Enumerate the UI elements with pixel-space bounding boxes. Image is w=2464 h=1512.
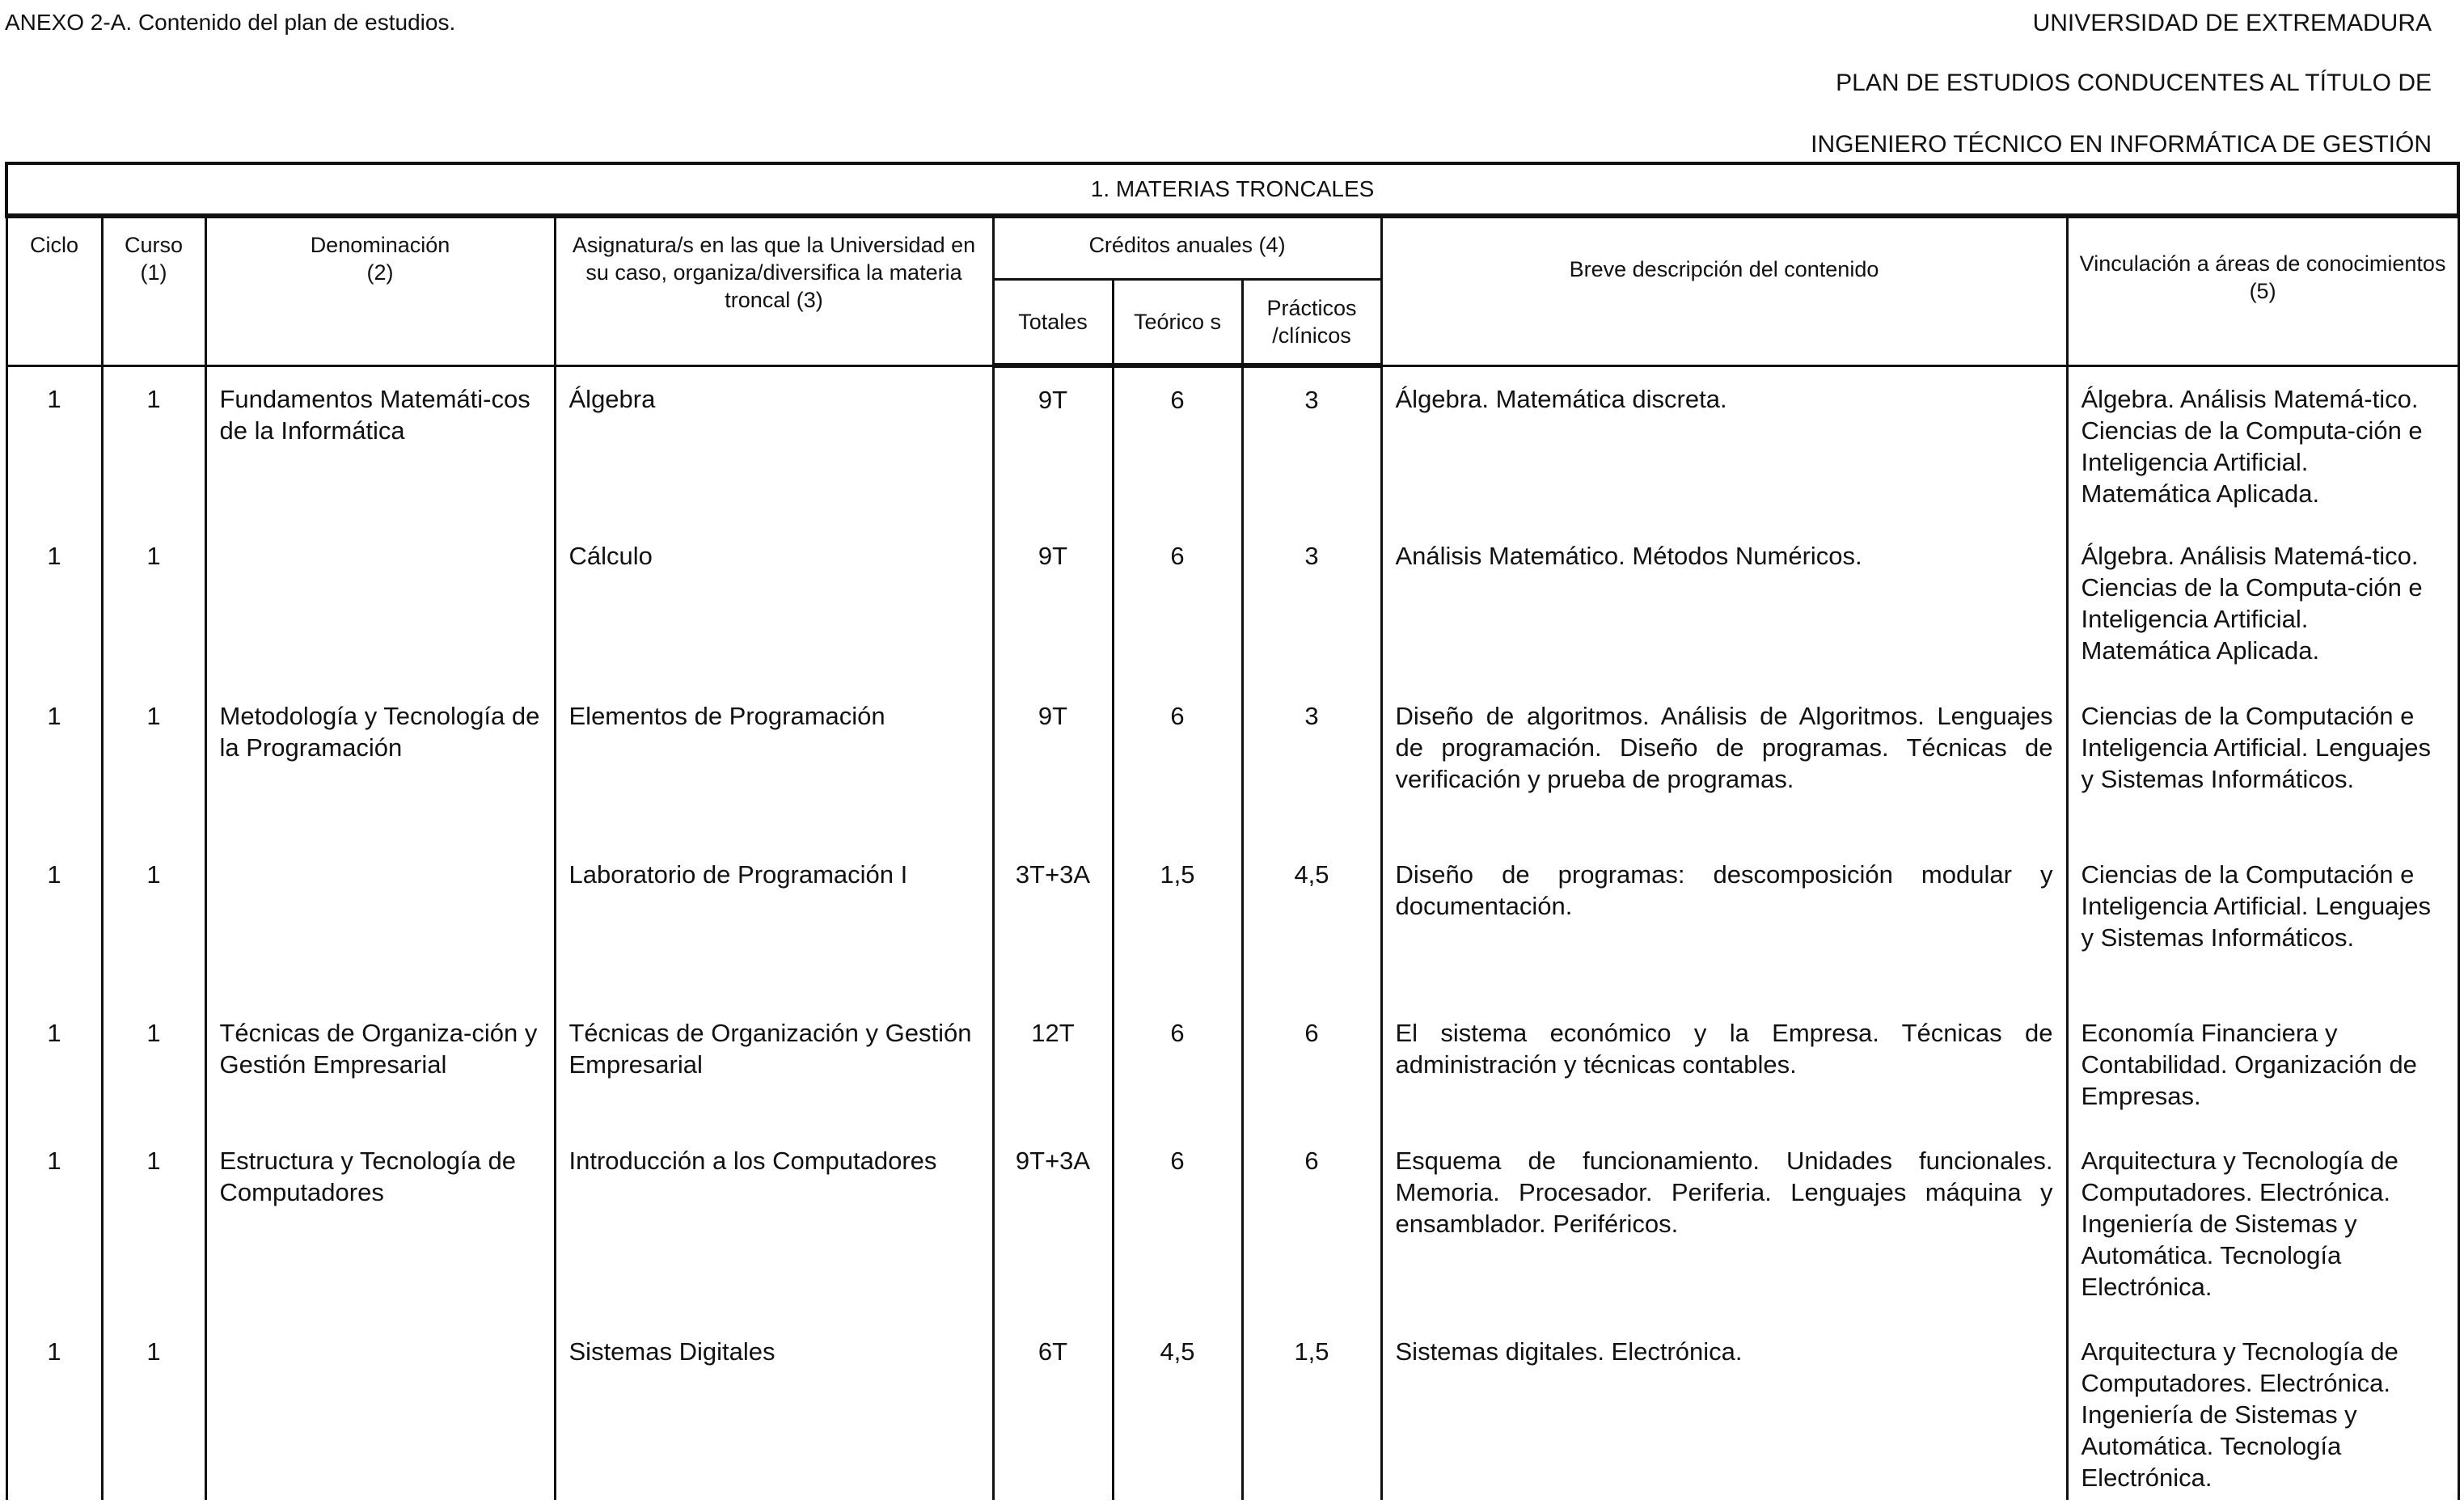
cell-vinculacion: Arquitectura y Tecnología de Computadores. Electrónica. Ingeniería de Sistemas y Automática. Tecnología Electrónica. <box>2067 1129 2458 1320</box>
cell-descripcion: El sistema económico y la Empresa. Técnicas de administración y técnicas contables. <box>1381 1001 2067 1129</box>
cell-totales: 3T+3A <box>993 843 1113 1001</box>
col-descripcion: Breve descripción del contenido <box>1381 216 2067 365</box>
university-name: UNIVERSIDAD DE EXTREMADURA <box>2032 10 2432 36</box>
table-row <box>6 1320 2458 1500</box>
col-curso-note: (1) <box>140 260 167 285</box>
cell-practicos: 4,5 <box>1242 843 1381 1001</box>
col-denominacion-note: (2) <box>366 260 394 285</box>
plan-title-line2: INGENIERO TÉCNICO EN INFORMÁTICA DE GESTIÓN <box>1811 131 2432 158</box>
cell-totales: 9T+3A <box>993 1129 1113 1320</box>
cell-descripcion: Diseño de programas: descomposición modular y documentación. <box>1381 843 2067 1001</box>
cell-vinculacion: Arquitectura y Tecnología de Computadores. Electrónica. Ingeniería de Sistemas y Automática. Tecnología Electrónica. <box>2067 1320 2458 1500</box>
cell-descripcion: Álgebra. Matemática discreta. <box>1381 365 2067 524</box>
cell-denominacion <box>205 843 555 1001</box>
cell-descripcion: Diseño de algoritmos. Análisis de Algoritmos. Lenguajes de programación. Diseño de programas. Técnicas de verificación y prueba de programas. <box>1381 684 2067 843</box>
cell-asignatura: Álgebra <box>555 365 993 524</box>
cell-denominacion <box>205 1320 555 1500</box>
cell-curso: 1 <box>102 524 205 684</box>
cell-practicos: 3 <box>1242 684 1381 843</box>
cell-teoricos: 6 <box>1113 1001 1242 1129</box>
table-row <box>6 684 2458 843</box>
cell-ciclo: 1 <box>6 524 102 684</box>
cell-ciclo: 1 <box>6 1129 102 1320</box>
cell-ciclo: 1 <box>6 1320 102 1500</box>
troncales-table <box>5 162 2460 1500</box>
col-curso-label: Curso <box>124 233 184 257</box>
cell-asignatura: Cálculo <box>555 524 993 684</box>
cell-ciclo: 1 <box>6 843 102 1001</box>
col-practicos: Prácticos /clínicos <box>1242 280 1381 366</box>
cell-vinculacion: Economía Financiera y Contabilidad. Organización de Empresas. <box>2067 1001 2458 1129</box>
col-denominacion-label: Denominación <box>310 233 450 257</box>
cell-curso: 1 <box>102 684 205 843</box>
cell-denominacion: Fundamentos Matemáti-cos de la Informática <box>205 365 555 524</box>
col-ciclo: Ciclo <box>6 216 102 365</box>
col-totales: Totales <box>993 280 1113 366</box>
cell-practicos: 3 <box>1242 365 1381 524</box>
cell-curso: 1 <box>102 365 205 524</box>
cell-teoricos: 1,5 <box>1113 843 1242 1001</box>
cell-denominacion: Técnicas de Organiza-ción y Gestión Empresarial <box>205 1001 555 1129</box>
cell-ciclo: 1 <box>6 365 102 524</box>
cell-vinculacion: Álgebra. Análisis Matemá-tico. Ciencias de la Computa-ción e Inteligencia Artificial. Matemática Aplicada. <box>2067 524 2458 684</box>
cell-totales: 9T <box>993 684 1113 843</box>
col-creditos: Créditos anuales (4) <box>993 216 1381 280</box>
table-row <box>6 365 2458 524</box>
cell-asignatura: Introducción a los Computadores <box>555 1129 993 1320</box>
cell-teoricos: 6 <box>1113 365 1242 524</box>
cell-asignatura: Laboratorio de Programación I <box>555 843 993 1001</box>
table-row <box>6 524 2458 684</box>
table-body <box>6 365 2458 1500</box>
cell-vinculacion: Ciencias de la Computación e Inteligencia Artificial. Lenguajes y Sistemas Informáticos. <box>2067 684 2458 843</box>
cell-teoricos: 6 <box>1113 524 1242 684</box>
col-curso <box>102 216 205 365</box>
cell-practicos: 6 <box>1242 1129 1381 1320</box>
cell-teoricos: 6 <box>1113 1129 1242 1320</box>
cell-descripcion: Análisis Matemático. Métodos Numéricos. <box>1381 524 2067 684</box>
cell-teoricos: 6 <box>1113 684 1242 843</box>
col-asignatura: Asignatura/s en las que la Universidad en su caso, organiza/diversifica la materia troncal (3) <box>555 216 993 365</box>
table-row <box>6 1129 2458 1320</box>
col-denominacion <box>205 216 555 365</box>
cell-curso: 1 <box>102 1001 205 1129</box>
curriculum-sheet <box>5 162 2457 1492</box>
cell-asignatura: Elementos de Programación <box>555 684 993 843</box>
cell-curso: 1 <box>102 843 205 1001</box>
table-row <box>6 1001 2458 1129</box>
cell-totales: 12T <box>993 1001 1113 1129</box>
cell-descripcion: Sistemas digitales. Electrónica. <box>1381 1320 2067 1500</box>
cell-vinculacion: Ciencias de la Computación e Inteligencia Artificial. Lenguajes y Sistemas Informáticos. <box>2067 843 2458 1001</box>
cell-denominacion: Metodología y Tecnología de la Programación <box>205 684 555 843</box>
table-row <box>6 843 2458 1001</box>
section-title: 1. MATERIAS TRONCALES <box>6 163 2458 216</box>
cell-practicos: 3 <box>1242 524 1381 684</box>
col-vinculacion: Vinculación a áreas de conocimientos (5) <box>2067 216 2458 365</box>
col-teoricos: Teórico s <box>1113 280 1242 366</box>
cell-vinculacion: Álgebra. Análisis Matemá-tico. Ciencias de la Computa-ción e Inteligencia Artificial. Matemática Aplicada. <box>2067 365 2458 524</box>
cell-totales: 9T <box>993 524 1113 684</box>
cell-curso: 1 <box>102 1129 205 1320</box>
annex-title: ANEXO 2-A. Contenido del plan de estudios. <box>5 10 456 35</box>
cell-teoricos: 4,5 <box>1113 1320 1242 1500</box>
cell-ciclo: 1 <box>6 1001 102 1129</box>
cell-descripcion: Esquema de funcionamiento. Unidades funcionales. Memoria. Procesador. Periferia. Lenguajes máquina y ensamblador. Periféricos. <box>1381 1129 2067 1320</box>
cell-denominacion <box>205 524 555 684</box>
cell-asignatura: Técnicas de Organización y Gestión Empresarial <box>555 1001 993 1129</box>
cell-totales: 9T <box>993 365 1113 524</box>
cell-denominacion: Estructura y Tecnología de Computadores <box>205 1129 555 1320</box>
cell-totales: 6T <box>993 1320 1113 1500</box>
plan-title-line1: PLAN DE ESTUDIOS CONDUCENTES AL TÍTULO DE <box>1836 70 2432 96</box>
cell-practicos: 1,5 <box>1242 1320 1381 1500</box>
cell-curso: 1 <box>102 1320 205 1500</box>
cell-ciclo: 1 <box>6 684 102 843</box>
cell-asignatura: Sistemas Digitales <box>555 1320 993 1500</box>
cell-practicos: 6 <box>1242 1001 1381 1129</box>
